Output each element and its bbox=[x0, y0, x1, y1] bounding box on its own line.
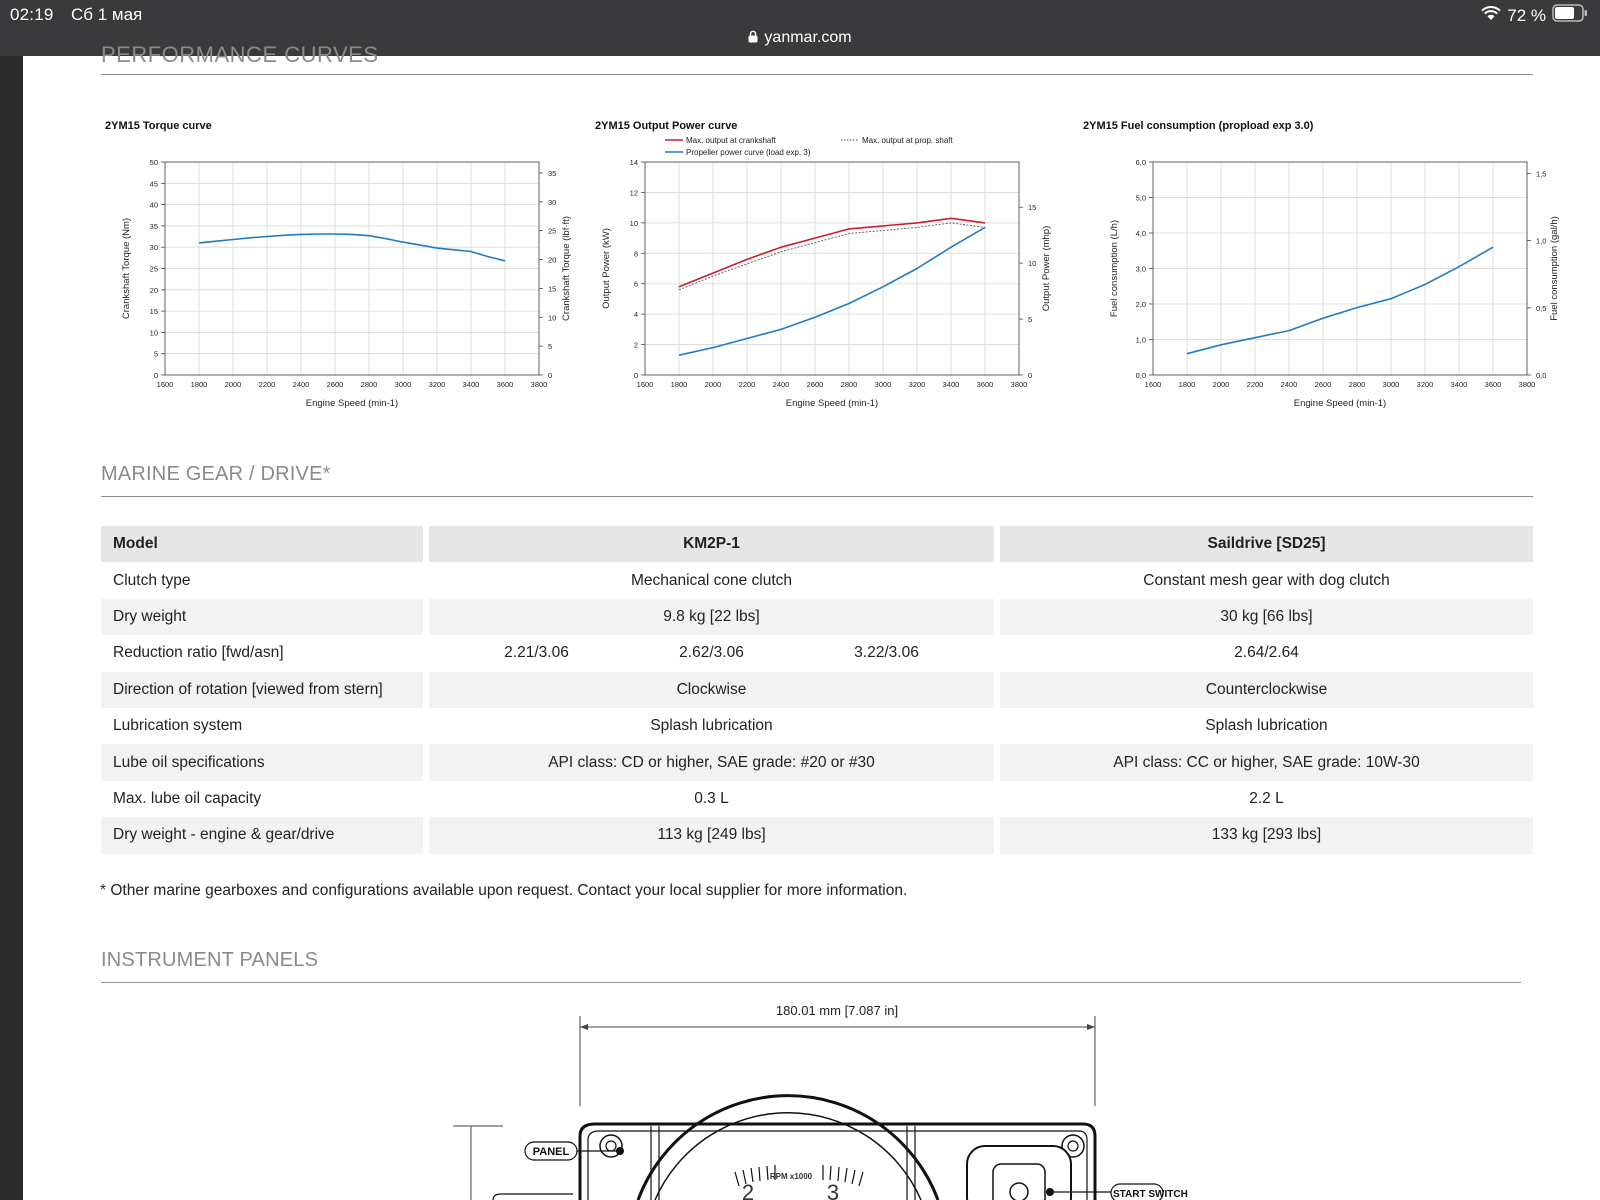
x-tick-label: 2600 bbox=[326, 380, 344, 389]
y-tick-label: 50 bbox=[149, 158, 158, 167]
rpm-label: RPM x1000 bbox=[769, 1172, 813, 1181]
y2-tick-label: 10 bbox=[548, 313, 557, 323]
y-tick-label: 20 bbox=[149, 285, 158, 295]
row-label: Lubrication system bbox=[113, 717, 243, 735]
x-tick-label: 1800 bbox=[670, 380, 688, 389]
power-chart bbox=[579, 154, 1059, 416]
table-row bbox=[101, 599, 1533, 635]
legend-prop-shaft: Max. output at prop. shaft bbox=[862, 136, 953, 145]
cell-km2p: 0.3 L bbox=[694, 789, 729, 807]
table-row bbox=[101, 708, 1533, 744]
tachometer-gauge bbox=[638, 1096, 938, 1200]
row-label: Clutch type bbox=[113, 571, 191, 589]
y2-axis-label: Fuel consumption (gal/h) bbox=[1549, 216, 1560, 321]
start-switch-label: START SWITCH bbox=[1113, 1189, 1188, 1200]
header-km2p: KM2P-1 bbox=[429, 526, 994, 562]
marine-gear-title: MARINE GEAR / DRIVE* bbox=[101, 463, 331, 485]
cell-saildrive: API class: CC or higher, SAE grade: 10W-30 bbox=[1000, 744, 1533, 780]
ratio-value: 2.21/3.06 bbox=[504, 644, 569, 662]
y2-tick-label: 0,5 bbox=[1536, 303, 1547, 313]
ratio-value: 3.22/3.06 bbox=[854, 644, 919, 662]
series-line bbox=[679, 227, 985, 355]
x-tick-label: 2200 bbox=[738, 380, 756, 389]
divider bbox=[101, 496, 1533, 497]
y2-tick-label: 0 bbox=[1028, 371, 1033, 380]
x-tick-label: 1600 bbox=[1144, 380, 1162, 389]
cell-km2p: 9.8 kg [22 lbs] bbox=[429, 599, 994, 635]
y2-tick-label: 30 bbox=[548, 197, 557, 207]
x-tick-label: 2400 bbox=[1280, 380, 1298, 389]
x-tick-label: 3400 bbox=[462, 380, 480, 389]
y-tick-label: 45 bbox=[149, 179, 158, 189]
series-line bbox=[679, 218, 985, 286]
x-tick-label: 2600 bbox=[1314, 380, 1332, 389]
y-tick-label: 0 bbox=[153, 371, 158, 380]
performance-section-title: PERFORMANCE CURVES bbox=[101, 42, 379, 67]
fuel-chart-title: 2YM15 Fuel consumption (propload exp 3.0) bbox=[1083, 120, 1314, 132]
x-tick-label: 2400 bbox=[772, 380, 790, 389]
table-row bbox=[101, 817, 1533, 853]
table-row bbox=[101, 635, 1533, 671]
x-tick-label: 1800 bbox=[190, 380, 208, 389]
legend-crankshaft: Max. output at crankshaft bbox=[686, 136, 776, 145]
x-tick-label: 3000 bbox=[874, 380, 892, 389]
date: Сб 1 мая bbox=[71, 5, 143, 24]
footnote: * Other marine gearboxes and configurations available upon request. Contact your local supplier for more information. bbox=[100, 882, 908, 899]
y-tick-label: 25 bbox=[149, 264, 158, 274]
x-tick-label: 2800 bbox=[1348, 380, 1366, 389]
y-tick-label: 2,0 bbox=[1135, 300, 1146, 309]
marine-gear-table bbox=[101, 526, 1533, 854]
y-tick-label: 14 bbox=[629, 158, 638, 167]
x-tick-label: 2800 bbox=[840, 380, 858, 389]
x-tick-label: 2000 bbox=[1212, 380, 1230, 389]
battery-percent: 72 % bbox=[1507, 5, 1546, 25]
x-tick-label: 3200 bbox=[428, 380, 446, 389]
x-tick-label: 3400 bbox=[942, 380, 960, 389]
y-tick-label: 0 bbox=[633, 371, 638, 380]
page-content bbox=[23, 42, 1600, 1200]
instrument-panels-title: INSTRUMENT PANELS bbox=[101, 949, 319, 971]
y-tick-label: 5,0 bbox=[1135, 193, 1146, 203]
y-tick-label: 6 bbox=[633, 279, 638, 289]
gauge-number: 2 bbox=[741, 1180, 755, 1200]
y2-tick-label: 15 bbox=[1028, 203, 1037, 213]
y-tick-label: 15 bbox=[149, 307, 158, 317]
power-chart-title: 2YM15 Output Power curve bbox=[595, 120, 738, 132]
left-edge bbox=[0, 56, 23, 1200]
table-row bbox=[101, 672, 1533, 708]
cell-km2p: 113 kg [249 lbs] bbox=[429, 817, 994, 853]
y-axis-label: Fuel consumption (L/h) bbox=[1109, 219, 1120, 318]
cell-saildrive: Constant mesh gear with dog clutch bbox=[1143, 571, 1390, 589]
battery-icon bbox=[1552, 4, 1588, 27]
y-axis-label: Crankshaft Torque (Nm) bbox=[121, 217, 132, 320]
legend-propeller: Propeller power curve (load exp. 3) bbox=[686, 148, 811, 157]
x-tick-label: 2400 bbox=[292, 380, 310, 389]
y-tick-label: 40 bbox=[149, 200, 158, 210]
y2-tick-label: 1,0 bbox=[1536, 236, 1547, 246]
y-axis-label: Output Power (kW) bbox=[601, 228, 612, 309]
x-tick-label: 1600 bbox=[156, 380, 174, 389]
lock-icon bbox=[748, 30, 758, 48]
table-row bbox=[101, 781, 1533, 817]
y2-tick-label: 5 bbox=[1028, 315, 1033, 325]
plot-frame bbox=[645, 162, 1019, 375]
x-axis-label: Engine Speed (min-1) bbox=[785, 398, 879, 409]
x-tick-label: 2800 bbox=[360, 380, 378, 389]
y-tick-label: 4 bbox=[633, 310, 638, 320]
status-icons bbox=[1481, 4, 1588, 27]
y-tick-label: 35 bbox=[149, 221, 158, 231]
x-tick-label: 3200 bbox=[1416, 380, 1434, 389]
y-tick-label: 6,0 bbox=[1135, 158, 1146, 167]
row-label: Max. lube oil capacity bbox=[113, 789, 262, 807]
table-row bbox=[101, 744, 1533, 780]
x-tick-label: 2600 bbox=[806, 380, 824, 389]
y2-tick-label: 0,0 bbox=[1536, 371, 1547, 380]
torque-chart bbox=[93, 154, 573, 416]
x-tick-label: 1600 bbox=[636, 380, 654, 389]
y2-axis-label: Crankshaft Torque (lbf·ft) bbox=[561, 216, 572, 321]
panel-label: PANEL bbox=[532, 1146, 570, 1158]
x-tick-label: 1800 bbox=[1178, 380, 1196, 389]
y2-tick-label: 25 bbox=[548, 226, 557, 236]
header-model: Model bbox=[101, 526, 423, 562]
row-label: Dry weight bbox=[101, 599, 423, 635]
y-tick-label: 12 bbox=[629, 188, 638, 198]
y2-tick-label: 0 bbox=[548, 371, 553, 380]
header-saildrive: Saildrive [SD25] bbox=[1000, 526, 1533, 562]
fuel-chart bbox=[1067, 154, 1567, 416]
divider bbox=[101, 74, 1533, 75]
dimension-label: 180.01 mm [7.087 in] bbox=[775, 1003, 899, 1018]
cell-km2p: Splash lubrication bbox=[650, 717, 773, 735]
y-tick-label: 10 bbox=[149, 328, 158, 338]
table-row bbox=[101, 562, 1533, 598]
x-tick-label: 2000 bbox=[704, 380, 722, 389]
y-tick-label: 4,0 bbox=[1135, 229, 1146, 238]
cell-km2p: Mechanical cone clutch bbox=[630, 571, 793, 589]
x-tick-label: 2200 bbox=[1246, 380, 1264, 389]
x-tick-label: 3000 bbox=[394, 380, 412, 389]
table-header-row bbox=[101, 526, 1533, 562]
wifi-icon bbox=[1481, 5, 1501, 26]
y2-tick-label: 20 bbox=[548, 255, 557, 265]
cell-saildrive: 30 kg [66 lbs] bbox=[1000, 599, 1533, 635]
row-label: Direction of rotation [viewed from stern] bbox=[101, 672, 423, 708]
y-tick-label: 2 bbox=[633, 340, 638, 350]
clock: 02:19 bbox=[10, 5, 54, 24]
x-tick-label: 3800 bbox=[1010, 380, 1028, 389]
x-tick-label: 2200 bbox=[258, 380, 276, 389]
y-tick-label: 8 bbox=[633, 249, 638, 259]
y2-tick-label: 15 bbox=[548, 284, 557, 294]
x-axis-label: Engine Speed (min-1) bbox=[1293, 398, 1387, 409]
cell-saildrive: 2.64/2.64 bbox=[1234, 644, 1299, 662]
instrument-panel-drawing bbox=[423, 996, 1188, 1200]
y-tick-label: 30 bbox=[149, 243, 158, 253]
divider bbox=[101, 982, 1521, 983]
x-tick-label: 3600 bbox=[976, 380, 994, 389]
cell-saildrive: 133 kg [293 lbs] bbox=[1000, 817, 1533, 853]
cell-km2p: Clockwise bbox=[429, 672, 994, 708]
y2-tick-label: 10 bbox=[1028, 259, 1037, 269]
cell-saildrive: 2.2 L bbox=[1249, 789, 1284, 807]
cell-km2p bbox=[429, 635, 994, 671]
y-tick-label: 3,0 bbox=[1135, 264, 1146, 274]
x-tick-label: 3600 bbox=[496, 380, 514, 389]
x-tick-label: 3600 bbox=[1484, 380, 1502, 389]
x-tick-label: 3200 bbox=[908, 380, 926, 389]
cell-km2p: API class: CD or higher, SAE grade: #20 or #30 bbox=[429, 744, 994, 780]
y-tick-label: 0,0 bbox=[1135, 371, 1146, 380]
series-line bbox=[1187, 247, 1493, 354]
torque-chart-title: 2YM15 Torque curve bbox=[105, 120, 212, 132]
url-text: yanmar.com bbox=[764, 29, 852, 46]
x-axis-label: Engine Speed (min-1) bbox=[305, 398, 399, 409]
y2-tick-label: 1,5 bbox=[1536, 169, 1547, 179]
gauge-number: 3 bbox=[826, 1180, 840, 1200]
row-label: Reduction ratio [fwd/asn] bbox=[113, 644, 284, 662]
x-tick-label: 3400 bbox=[1450, 380, 1468, 389]
row-label: Lube oil specifications bbox=[101, 744, 423, 780]
y2-axis-label: Output Power (mhp) bbox=[1041, 225, 1052, 312]
y2-tick-label: 5 bbox=[548, 342, 553, 352]
y2-tick-label: 35 bbox=[548, 168, 557, 178]
x-tick-label: 2000 bbox=[224, 380, 242, 389]
y-tick-label: 10 bbox=[629, 218, 638, 228]
cell-saildrive: Counterclockwise bbox=[1000, 672, 1533, 708]
ratio-value: 2.62/3.06 bbox=[679, 644, 744, 662]
cell-saildrive: Splash lubrication bbox=[1205, 717, 1328, 735]
y-tick-label: 1,0 bbox=[1135, 335, 1146, 345]
x-tick-label: 3800 bbox=[530, 380, 548, 389]
x-tick-label: 3000 bbox=[1382, 380, 1400, 389]
y-tick-label: 5 bbox=[153, 349, 158, 359]
x-tick-label: 3800 bbox=[1518, 380, 1536, 389]
row-label: Dry weight - engine & gear/drive bbox=[101, 817, 423, 853]
